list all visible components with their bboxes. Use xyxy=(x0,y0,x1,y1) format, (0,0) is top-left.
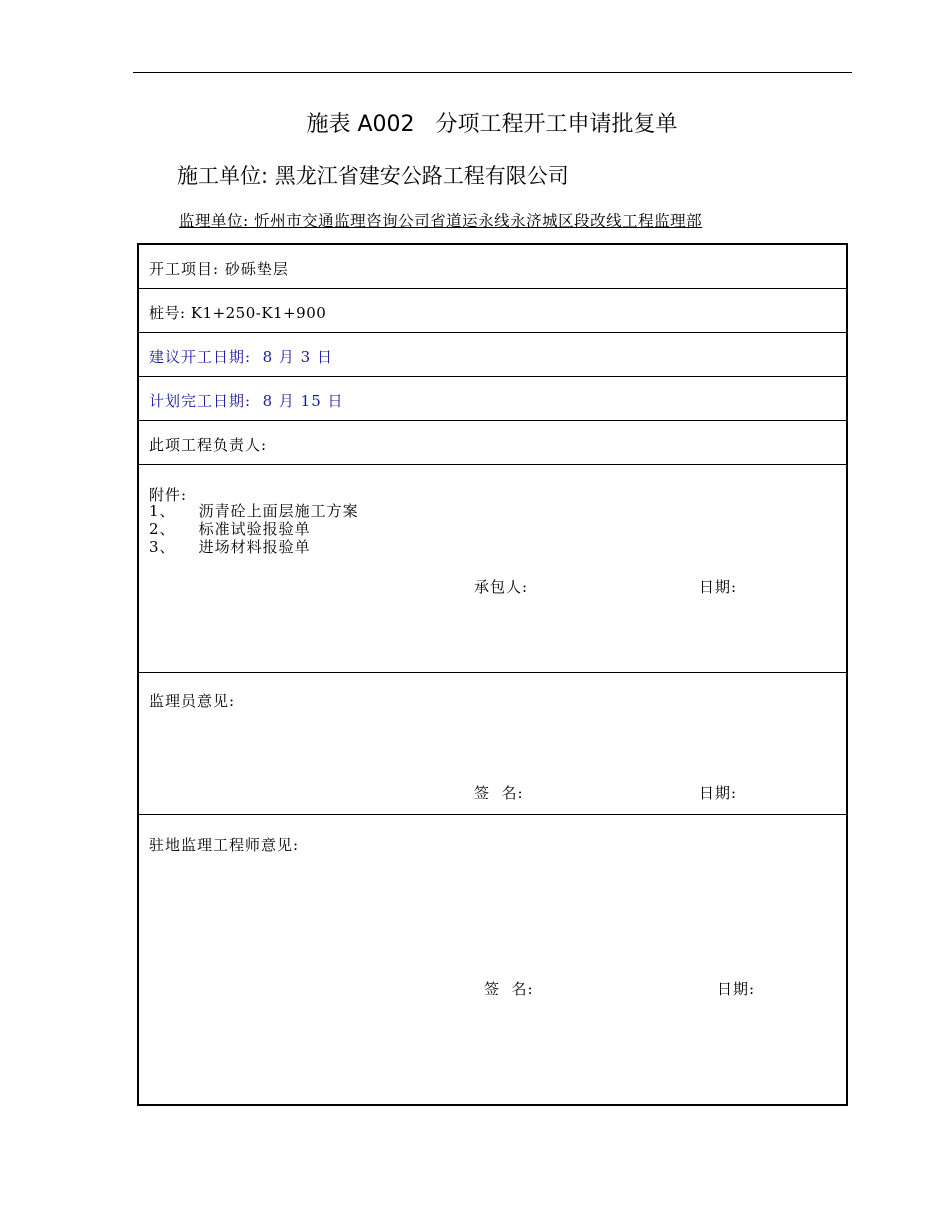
inspector-sign-label: 签 名: xyxy=(474,784,524,802)
row-project xyxy=(139,245,846,289)
row-resident-engineer-opinion xyxy=(139,815,846,1104)
document-title: 施表 A002 分项工程开工申请批复单 xyxy=(306,112,678,137)
attachments-label: 附件: xyxy=(149,486,188,504)
responsible-label: 此项工程负责人: xyxy=(149,436,268,454)
row-responsible xyxy=(139,421,846,465)
row-proposed-start xyxy=(139,333,846,377)
attachment-item: 2、 标准试验报验单 xyxy=(149,520,311,538)
planned-finish-date: 计划完工日期: 8 月 15 日 xyxy=(149,392,344,410)
contractor-date-label: 日期: xyxy=(699,578,738,596)
attachment-item: 3、 进场材料报验单 xyxy=(149,538,311,556)
resident-engineer-opinion-label: 驻地监理工程师意见: xyxy=(149,836,300,854)
approval-form-table xyxy=(137,243,848,1106)
row-attachments xyxy=(139,465,846,673)
attachment-item: 1、 沥青砼上面层施工方案 xyxy=(149,502,359,520)
supervisor-line: 监理单位: 忻州市交通监理咨询公司省道运永线永济城区段改线工程监理部 xyxy=(179,212,703,230)
proposed-start-date: 建议开工日期: 8 月 3 日 xyxy=(149,348,333,366)
project-label: 开工项目: 砂砾垫层 xyxy=(149,260,289,278)
engineer-date-label: 日期: xyxy=(717,980,756,998)
engineer-sign-label: 签 名: xyxy=(484,980,534,998)
inspector-opinion-label: 监理员意见: xyxy=(149,692,236,710)
row-station xyxy=(139,289,846,333)
station-label: 桩号: K1+250-K1+900 xyxy=(149,304,327,322)
contractor-sign-label: 承包人: xyxy=(474,578,529,596)
row-inspector-opinion xyxy=(139,673,846,815)
contractor-line: 施工单位: 黑龙江省建安公路工程有限公司 xyxy=(177,164,569,188)
header-rule xyxy=(133,72,852,73)
row-planned-finish xyxy=(139,377,846,421)
inspector-date-label: 日期: xyxy=(699,784,738,802)
